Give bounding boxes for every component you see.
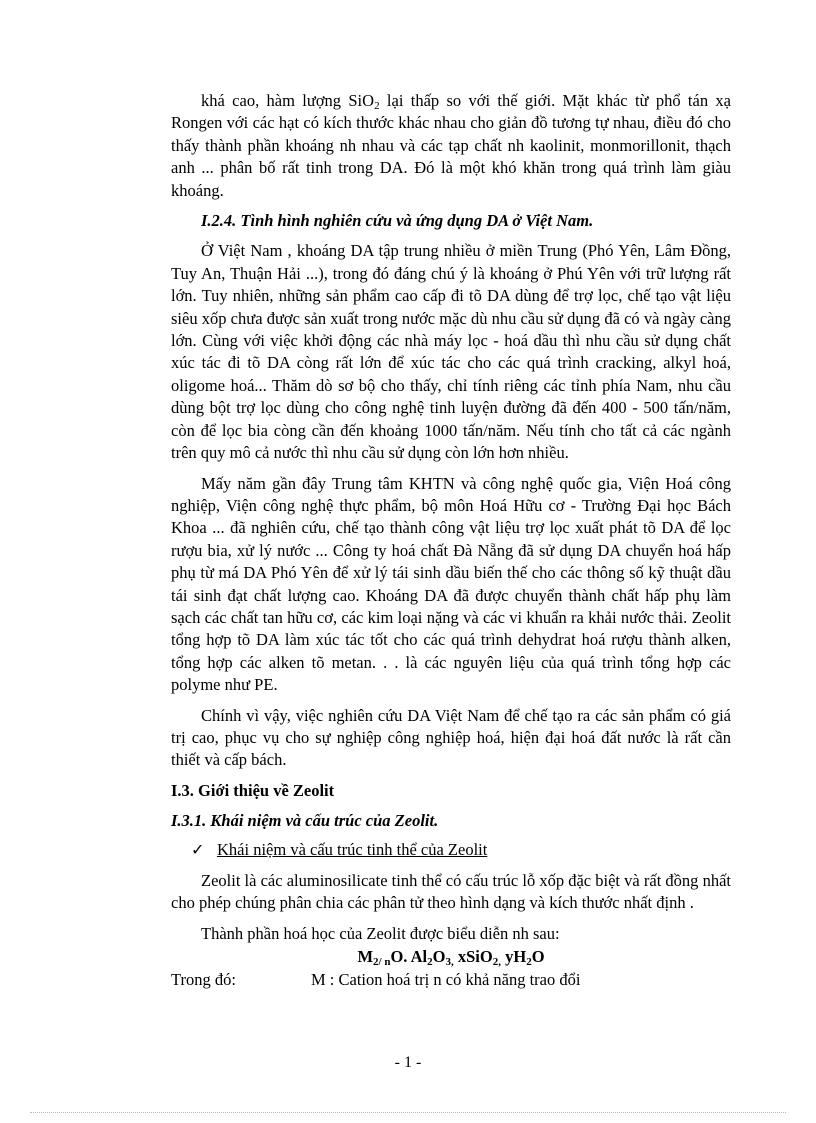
- zeolite-formula: $M_{2/ n}O$. $Al_2O_{3,}$ xSiO$_{2,}$ $yH_2O$: [357, 947, 545, 969]
- checklist-item: ✓ Khái niệm và cấu trúc tinh thể của Zeolit: [171, 839, 731, 862]
- paragraph-conclusion: Chính vì vậy, việc nghiên cứu DA Việt Nam để chế tạo ra các sản phẩm có giá trị cao, phục vụ cho sự nghiệp công nghiệp hoá, hiện đại hoá đất nước là rất cần thiết và cấp bách.: [171, 705, 731, 770]
- checkmark-icon: ✓: [191, 841, 205, 859]
- heading-1-3: I.3. Giới thiệu về Zeolit: [171, 780, 335, 800]
- page-bottom-divider: [30, 1112, 786, 1113]
- page-number: - 1 -: [394, 1054, 422, 1071]
- paragraph-chemical-composition: Thành phần hoá học của Zeolit được biểu diễn nh sau:: [201, 923, 560, 943]
- paragraph-zeolite-definition: Zeolit là các aluminosilicate tinh thể có cấu trúc lỗ xốp đặc biệt và rất đồng nhất cho phép chúng phân chia các phân tử theo hình dạng và kích thước nhất định .: [171, 871, 731, 913]
- formula-legend: Trong đó: M : Cation hoá trị n có khả năng trao đổi: [171, 969, 581, 989]
- heading-1-3-1: I.3.1. Khái niệm và cấu trúc của Zeolit.: [171, 811, 439, 831]
- heading-1-2-4: I.2.4. Tình hình nghiên cứu và ứng dụng DA ở Việt Nam.: [201, 211, 594, 231]
- paragraph-composition: khá cao, hàm lượng SiO$_2$ lại thấp so với thế giới. Mặt khác từ phổ tán xạ Rongen với các hạt có kích thước khác nhau cho giản đồ tương tự nhau, điều đó cho thấy thành phần khoáng nh nhau và các tạp chất nh kaolinit, monmorillonit, thạch anh ... phân bố rất tinh trong DA. Đó là một khó khăn trong quá trình làm giàu khoáng.: [171, 91, 731, 200]
- paragraph-research-centers: Mấy năm gần đây Trung tâm KHTN và công nghệ quốc gia, Viện Hoá công nghiệp, Viện công nghệ thực phẩm, bộ môn Hoá Hữu cơ - Trường Đại học Bách Khoa ... đã nghiên cứu, chế tạo thành công vật liệu trợ lọc xuất phát tõ DA để lọc rượu bia, xử lý nước ... Công ty hoá chất Đà Nẵng đã sử dụng DA chuyển hoá hấp phụ từ má DA Phó Yên để xử lý tái sinh dầu biến thế cho các thông số kỹ thuật dầu tái sinh đạt chất lượng cao. Khoáng DA đã được chuyển thành chất hấp phụ làm sạch các chất tan hữu cơ, các kim loại nặng và các vi khuẩn ra khải nước thải. Zeolit tổng hợp tõ DA làm xúc tác tốt cho các quá trình dehydrat hoá rượu thành alken, tổng hợp các alken tõ metan. . . là các nguyên liệu của quá trình tổng hợp các polyme như PE.: [171, 473, 731, 695]
- paragraph-vietnam-deposits: Ở Việt Nam , khoáng DA tập trung nhiều ở miền Trung (Phó Yên, Lâm Đồng, Tuy An, Thuận Hải ...), trong đó đáng chú ý là khoáng ở Phú Yên với trữ lượng rất lớn. Tuy nhiên, những sản phẩm cao cấp đi tõ DA dùng để trợ lọc, chế tạo vật liệu siêu xốp chưa được sản xuất trong nước mặc dù nhu cầu sử dụng đã có và ngày càng lớn. Cùng với việc khởi động các nhà máy lọc - hoá dầu thì nhu cầu sử dụng chất xúc tác đi tõ DA còng rất lớn để xúc tác cho các quá trình cracking, alkyl hoá, oligome hoá... Thăm dò sơ bộ cho thấy, chỉ tính riêng các tỉnh phía Nam, nhu cầu dùng bột trợ lọc dùng cho công nghệ tinh luyện đường đã đến 400 - 500 tấn/năm, còn để lọc bia còng cần đến khoảng 1000 tấn/năm. Nếu tính cho tất cả các ngành trên quy mô cả nước thì nhu cầu sử dụng còn lớn hơn nhiều.: [171, 241, 731, 463]
- page-content: [171, 90, 731, 991]
